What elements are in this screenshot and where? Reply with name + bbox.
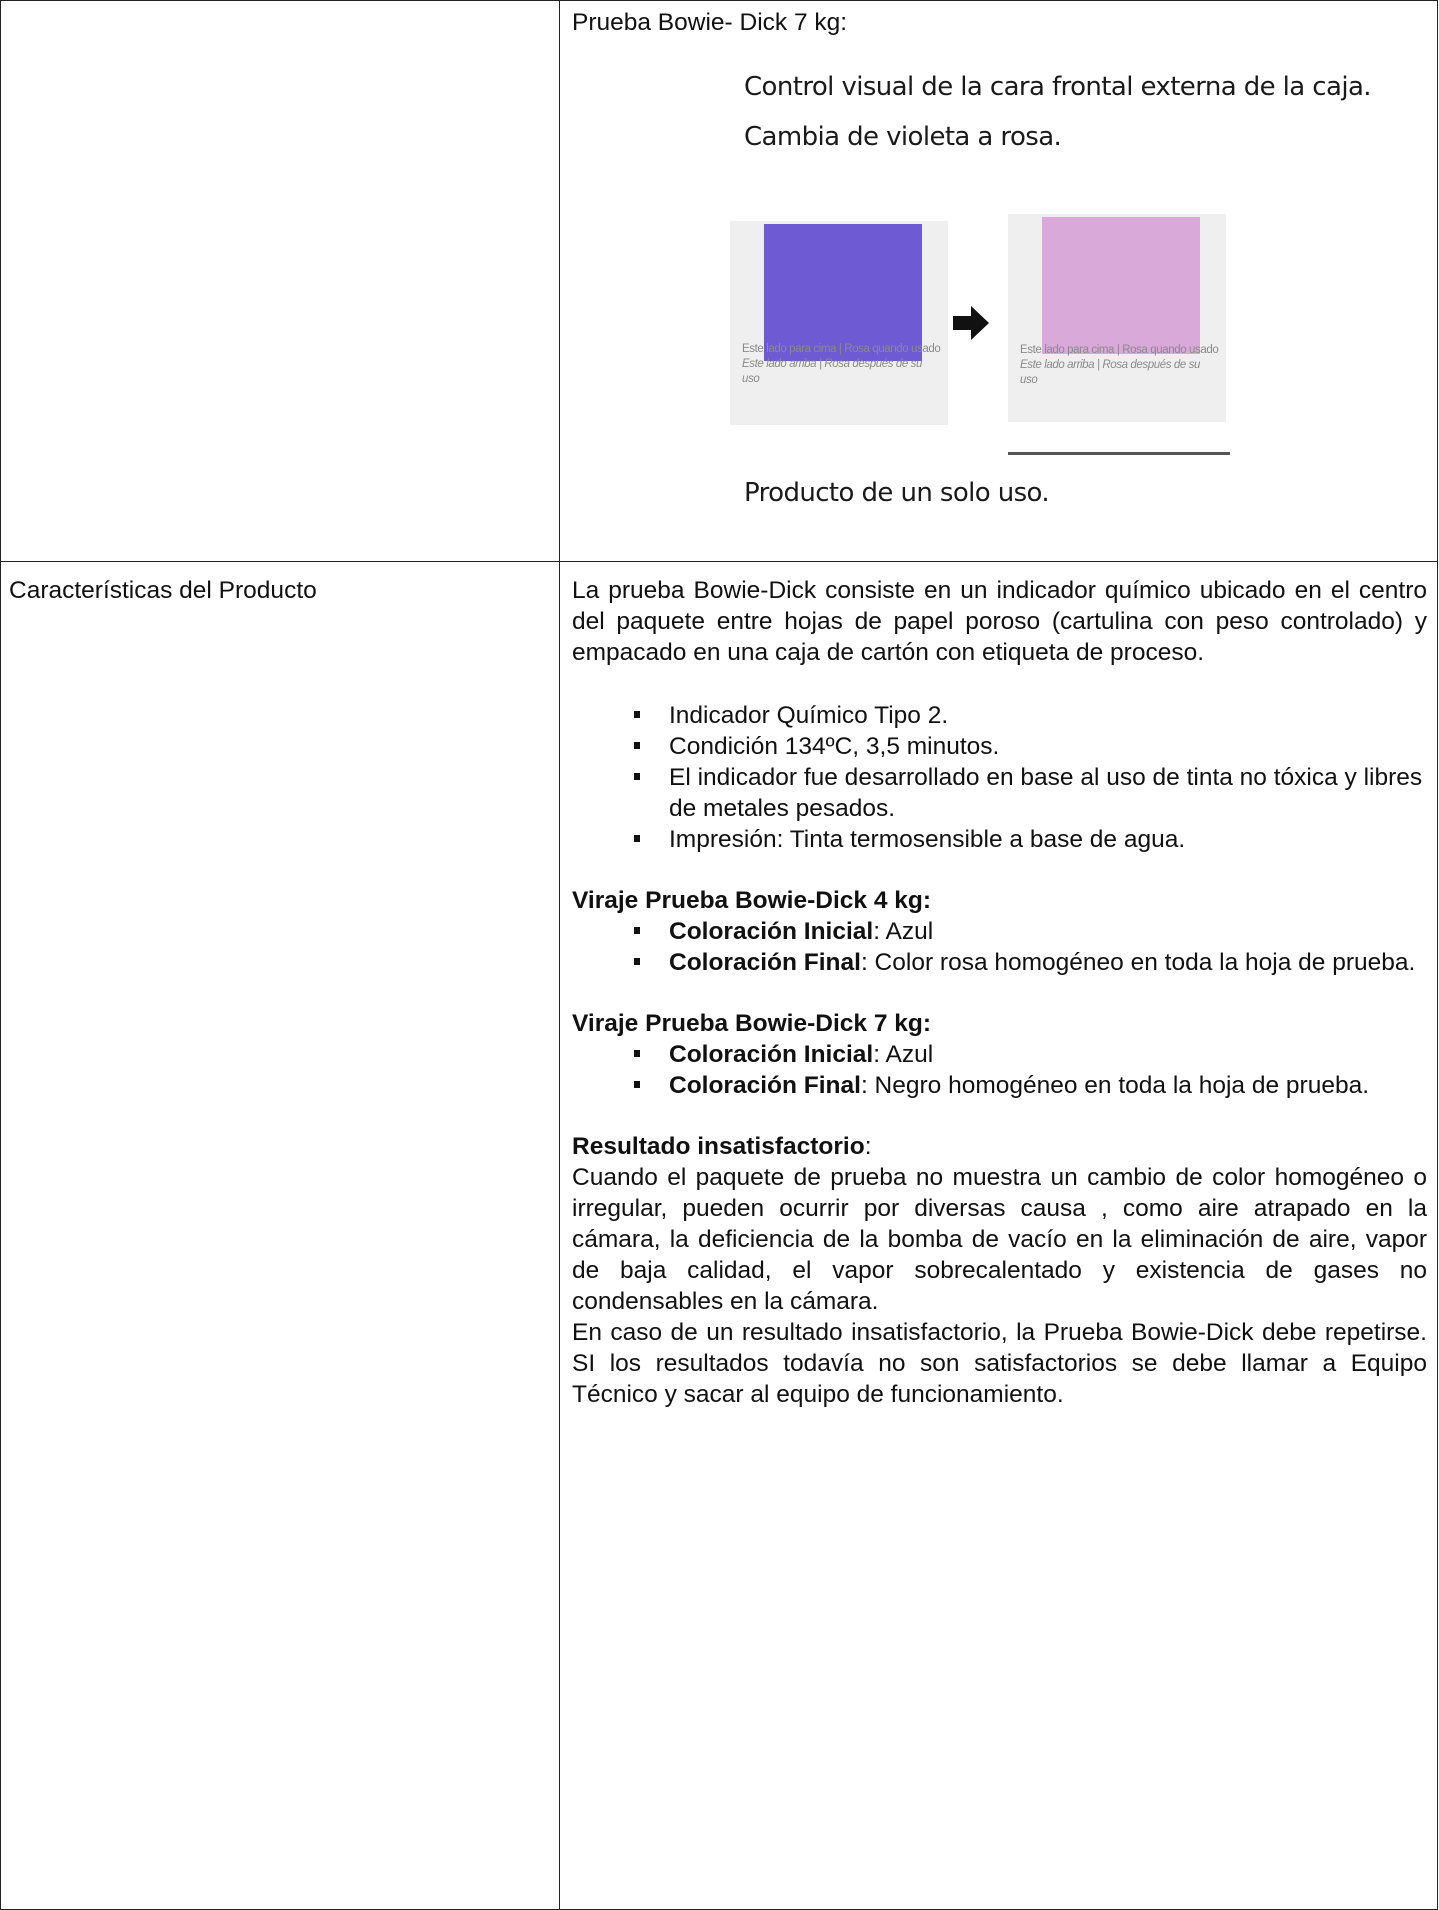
before-caption [742, 342, 942, 387]
description-cell [560, 562, 1438, 1910]
list-item [669, 1039, 1427, 1070]
description-content [560, 562, 1437, 1410]
feature-list [572, 700, 1427, 855]
list-item: Impresión: Tinta termosensible a base de agua. [669, 824, 1427, 855]
final-label: Coloración Final [669, 1072, 861, 1099]
list-item [669, 1070, 1427, 1101]
caption-line-2: Este lado arriba | Rosa después de su uso [742, 358, 922, 385]
caption-line-2: Este lado arriba | Rosa después de su uso [1020, 359, 1200, 386]
initial-label: Coloración Inicial [669, 918, 874, 945]
table-row [1, 1, 1438, 562]
right-arrow-icon [953, 306, 989, 340]
product-characteristics-label: Características del Producto [9, 577, 317, 604]
list-item: Indicador Químico Tipo 2. [669, 700, 1427, 731]
image-footer: Producto de un solo uso. [744, 478, 1050, 508]
image-line-2: Cambia de violeta a rosa. [744, 122, 1062, 152]
viraje-4kg-heading: Viraje Prueba Bowie-Dick 4 kg: [572, 887, 932, 914]
box-base-line [1008, 452, 1230, 455]
result-paragraph-2: En caso de un resultado insatisfactorio, la Prueba Bowie-Dick debe repetirse. SI los resultados todavía no son satisfactorios se debe llamar a Equipo Técnico y sacar al equipo de funcionamiento. [572, 1319, 1427, 1408]
final-label: Coloración Final [669, 949, 861, 976]
result-paragraph-1: Cuando el paquete de prueba no muestra un cambio de color homogéneo o irregular, pueden ocurrir por diversas causa , como aire atrapado en la cámara, la deficiencia de la bomba de vacío en la eliminación de aire, vapor de baja calidad, el vapor sobrecalentado y existencia de gases no condensables en la cámara. [572, 1164, 1427, 1315]
result-heading-text: Resultado insatisfactorio [572, 1133, 865, 1160]
viraje-4kg-list [572, 916, 1427, 978]
indicator-image [560, 38, 1437, 558]
list-item [669, 916, 1427, 947]
intro-paragraph: La prueba Bowie-Dick consiste en un indicador químico ubicado en el centro del paquete entre hojas de papel poroso (cartulina con peso controlado) y empacado en una caja de cartón con etiqueta de proceso. [572, 577, 1427, 666]
caption-line-1: Este lado para cima | Rosa quando usado [1020, 344, 1219, 356]
violet-swatch [764, 224, 922, 361]
image-line-1: Control visual de la cara frontal externa de la caja. [744, 72, 1371, 102]
list-item: Condición 134ºC, 3,5 minutos. [669, 731, 1427, 762]
list-item: El indicador fue desarrollado en base al uso de tinta no tóxica y libres de metales pesados. [669, 762, 1427, 824]
cell-title: Prueba Bowie- Dick 7 kg: [572, 9, 848, 36]
initial-value: : Azul [873, 1041, 934, 1068]
left-cell [1, 562, 560, 1910]
left-cell-empty [1, 1, 560, 562]
after-box [1008, 214, 1226, 422]
after-caption [1020, 343, 1220, 388]
viraje-7kg-list [572, 1039, 1427, 1101]
list-item [669, 947, 1427, 978]
result-heading [572, 1131, 1427, 1162]
final-value: : Color rosa homogéneo en toda la hoja de prueba. [860, 949, 1416, 976]
final-value: : Negro homogéneo en toda la hoja de prueba. [860, 1072, 1370, 1099]
table-row [1, 562, 1438, 1910]
image-cell [560, 1, 1438, 562]
before-box [730, 221, 948, 425]
result-heading-colon: : [864, 1133, 872, 1160]
initial-value: : Azul [873, 918, 934, 945]
left-cell-text [1, 1, 559, 14]
caption-line-1: Este lado para cima | Rosa quando usado [742, 343, 941, 355]
initial-label: Coloración Inicial [669, 1041, 874, 1068]
viraje-7kg-heading: Viraje Prueba Bowie-Dick 7 kg: [572, 1010, 932, 1037]
pink-swatch [1042, 217, 1200, 354]
